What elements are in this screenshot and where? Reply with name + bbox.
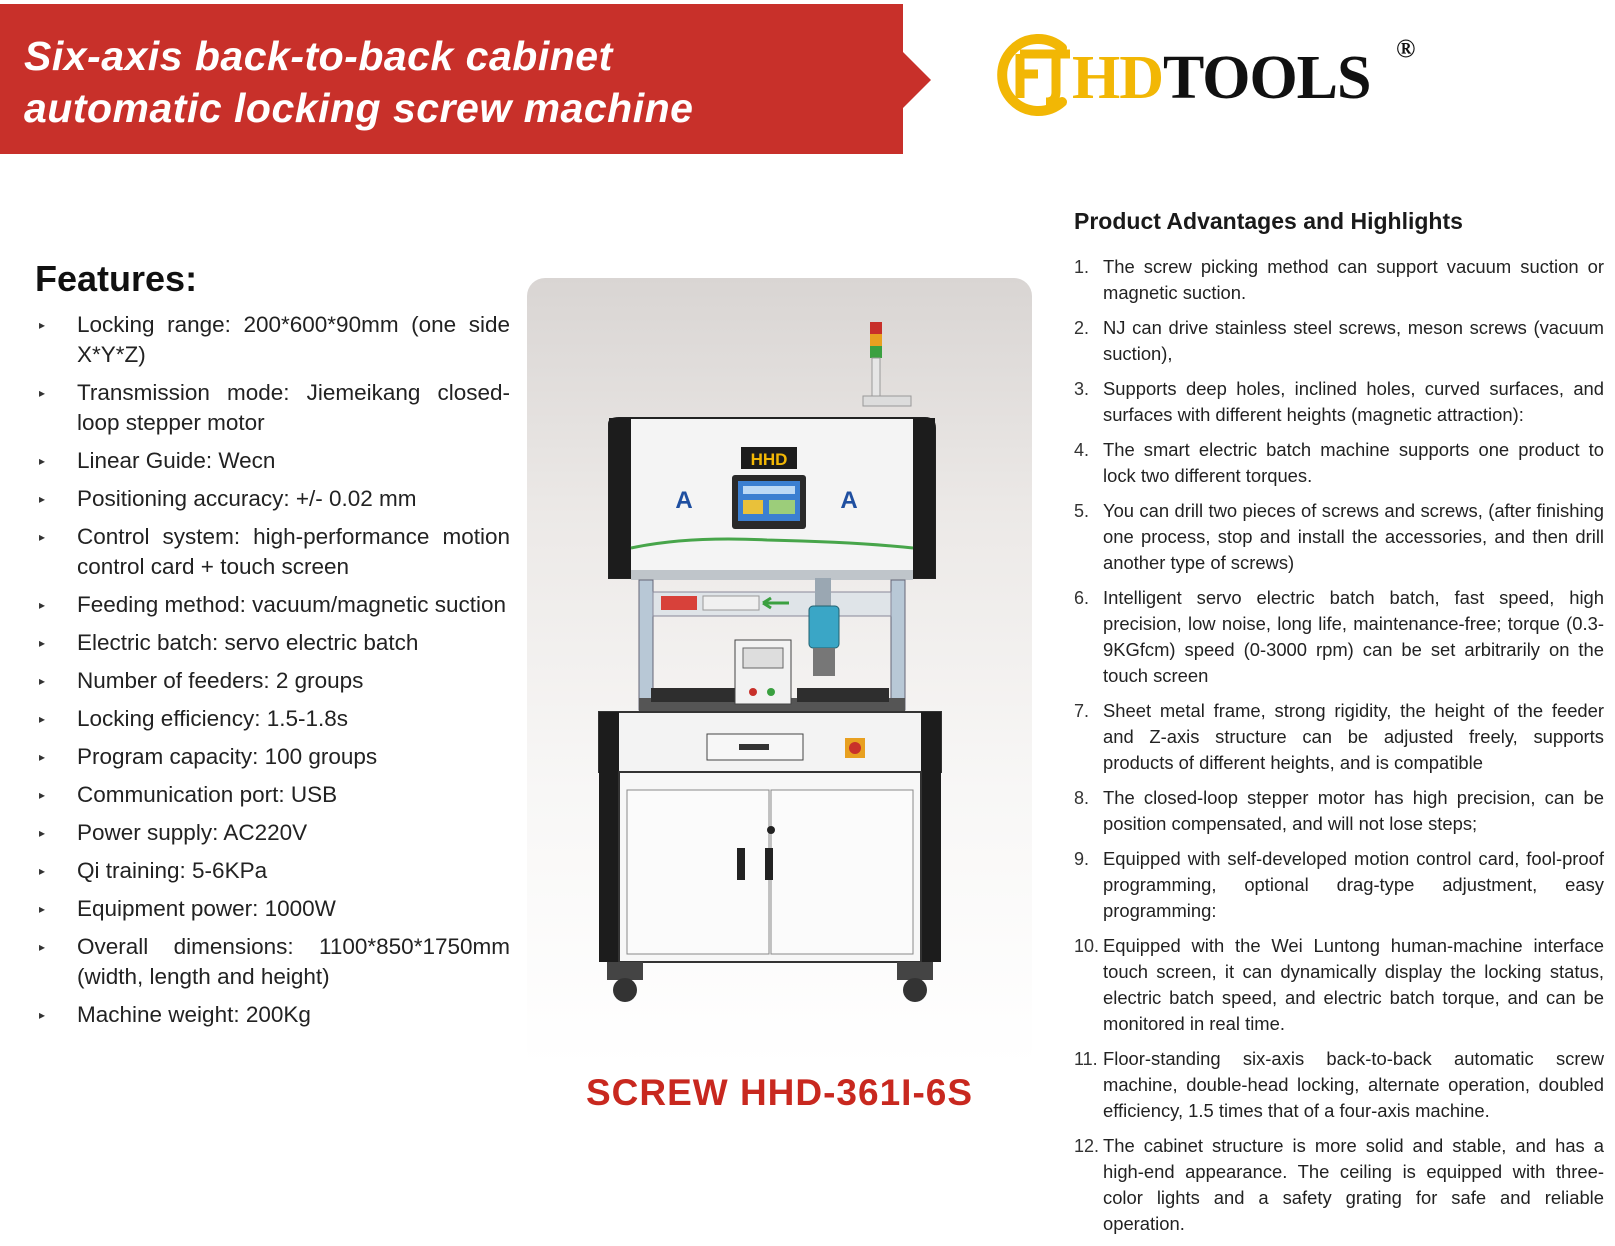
advantage-number: 5.	[1074, 501, 1090, 521]
advantage-text: The smart electric batch machine supports one product to lock two different torques.	[1103, 439, 1604, 486]
feature-text: Transmission mode: Jiemeikang closed-loop stepper motor	[77, 380, 510, 435]
feature-item	[36, 780, 510, 810]
logo-tools: TOOLS	[1163, 44, 1371, 112]
feature-text: Machine weight: 200Kg	[77, 1002, 311, 1027]
feature-text: Qi training: 5-6KPa	[77, 858, 268, 883]
advantage-number: 8.	[1074, 788, 1090, 808]
advantage-number: 7.	[1074, 701, 1090, 721]
bullet-icon: ▸	[39, 492, 46, 506]
advantage-item	[1074, 376, 1604, 428]
advantage-item	[1074, 785, 1604, 837]
features-heading: Features:	[35, 258, 198, 299]
advantage-item	[1074, 437, 1604, 489]
advantage-number: 2.	[1074, 318, 1090, 338]
advantage-text: You can drill two pieces of screws and screws, (after finishing one process, stop and install the accessories, and then drill another type of screws)	[1103, 500, 1604, 573]
advantage-item	[1074, 498, 1604, 576]
bullet-icon: ▸	[39, 386, 46, 400]
advantage-item	[1074, 933, 1604, 1037]
bullet-icon: ▸	[39, 864, 46, 878]
advantage-item	[1074, 585, 1604, 689]
feature-text: Equipment power: 1000W	[77, 896, 336, 921]
feature-text: Locking range: 200*600*90mm (one side X*Y*Z)	[77, 312, 510, 367]
logo-hd: HD	[1072, 44, 1163, 112]
bullet-icon: ▸	[39, 788, 46, 802]
feature-text: Power supply: AC220V	[77, 820, 308, 845]
bullet-icon: ▸	[39, 1008, 46, 1022]
advantages-list	[1074, 254, 1604, 1246]
marker-left: A	[675, 487, 693, 514]
advantage-text: Equipped with self-developed motion control card, fool-proof programming, optional drag-type adjustment, easy programming:	[1103, 848, 1604, 921]
advantage-item	[1074, 846, 1604, 924]
feature-item	[36, 704, 510, 734]
feature-text: Positioning accuracy: +/- 0.02 mm	[77, 486, 417, 511]
advantage-text: The cabinet structure is more solid and stable, and has a high-end appearance. The ceiling is equipped with three-color lights and a safety grating for safe and reliable operation.	[1103, 1135, 1604, 1234]
feature-item	[36, 628, 510, 658]
registered-mark: ®	[1396, 34, 1416, 63]
bullet-icon: ▸	[39, 674, 46, 688]
feature-text: Locking efficiency: 1.5-1.8s	[77, 706, 348, 731]
hdtools-logo	[1000, 28, 1430, 118]
advantage-text: Intelligent servo electric batch batch, fast speed, high precision, low noise, long life, maintenance-free; torque (0.3-9KGfcm) speed (0-3000 rpm) can be set arbitrarily on the touch screen	[1103, 587, 1604, 686]
bullet-icon: ▸	[39, 712, 46, 726]
advantage-text: NJ can drive stainless steel screws, meson screws (vacuum suction),	[1103, 317, 1604, 364]
machine-illustration	[527, 278, 1032, 1068]
advantage-number: 6.	[1074, 588, 1090, 608]
bullet-icon: ▸	[39, 598, 46, 612]
feature-item	[36, 666, 510, 696]
advantage-text: Sheet metal frame, strong rigidity, the height of the feeder and Z-axis structure can be adjusted freely, supports products of different heights, and is compatible	[1103, 700, 1604, 773]
advantage-number: 1.	[1074, 257, 1090, 277]
feature-item	[36, 446, 510, 476]
features-list	[36, 310, 510, 1038]
feature-item	[36, 894, 510, 924]
feature-item	[36, 856, 510, 886]
advantage-item	[1074, 254, 1604, 306]
feature-text: Communication port: USB	[77, 782, 338, 807]
feature-item	[36, 1000, 510, 1030]
bullet-icon: ▸	[39, 902, 46, 916]
page-title	[24, 30, 904, 134]
feature-item	[36, 742, 510, 772]
bullet-icon: ▸	[39, 636, 46, 650]
advantage-number: 12.	[1074, 1136, 1100, 1156]
feature-item	[36, 378, 510, 438]
advantage-number: 11.	[1074, 1049, 1098, 1069]
advantage-number: 9.	[1074, 849, 1090, 869]
advantage-text: Equipped with the Wei Luntong human-machine interface touch screen, it can dynamically display the locking status, electric batch speed, and electric batch torque, and can be monitored in real time.	[1103, 935, 1604, 1034]
feature-item	[36, 590, 510, 620]
marker-right: A	[840, 487, 858, 514]
feature-text: Overall dimensions: 1100*850*1750mm (width, length and height)	[77, 934, 510, 989]
model-label: SCREW HHD-361I-6S	[585, 1072, 974, 1113]
advantage-item	[1074, 1133, 1604, 1237]
advantage-text: The screw picking method can support vacuum suction or magnetic suction.	[1103, 256, 1604, 303]
feature-item	[36, 310, 510, 370]
feature-text: Linear Guide: Wecn	[77, 448, 276, 473]
feature-item	[36, 818, 510, 848]
bullet-icon: ▸	[39, 940, 46, 954]
advantage-number: 10.	[1074, 936, 1100, 956]
logo-wordmark	[1072, 46, 1371, 110]
product-photo	[527, 278, 1032, 1068]
advantage-text: Floor-standing six-axis back-to-back automatic screw machine, double-head locking, alternate operation, doubled efficiency, 1.5 times that of a four-axis machine.	[1103, 1048, 1604, 1121]
feature-text: Number of feeders: 2 groups	[77, 668, 364, 693]
advantage-item	[1074, 315, 1604, 367]
feature-text: Electric batch: servo electric batch	[77, 630, 419, 655]
feature-item	[36, 522, 510, 582]
title-line-1: Six-axis back-to-back cabinet	[24, 33, 613, 79]
bullet-icon: ▸	[39, 318, 46, 332]
bullet-icon: ▸	[39, 750, 46, 764]
feature-text: Control system: high-performance motion control card + touch screen	[77, 524, 510, 579]
logo-mark-icon	[1000, 32, 1080, 122]
title-banner	[0, 4, 935, 154]
advantage-number: 4.	[1074, 440, 1090, 460]
bullet-icon: ▸	[39, 530, 46, 544]
brand-plate: HHD	[750, 450, 788, 469]
feature-item	[36, 932, 510, 992]
advantage-number: 3.	[1074, 379, 1090, 399]
feature-item	[36, 484, 510, 514]
title-line-2: automatic locking screw machine	[24, 85, 694, 131]
advantage-text: Supports deep holes, inclined holes, curved surfaces, and surfaces with different heights (magnetic attraction):	[1103, 378, 1604, 425]
advantage-text: The closed-loop stepper motor has high precision, can be position compensated, and will not lose steps;	[1103, 787, 1604, 834]
feature-text: Program capacity: 100 groups	[77, 744, 378, 769]
bullet-icon: ▸	[39, 454, 46, 468]
advantage-item	[1074, 1046, 1604, 1124]
advantage-item	[1074, 698, 1604, 776]
bullet-icon: ▸	[39, 826, 46, 840]
advantages-heading: Product Advantages and Highlights	[1074, 208, 1463, 234]
feature-text: Feeding method: vacuum/magnetic suction	[77, 592, 506, 617]
